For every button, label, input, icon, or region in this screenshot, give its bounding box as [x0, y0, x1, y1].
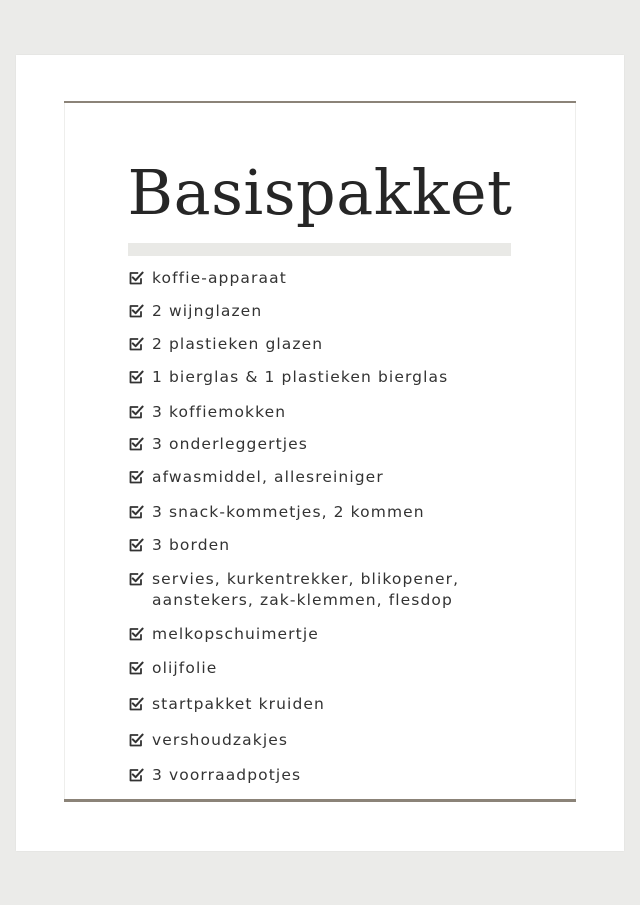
- checked-box-icon: [128, 732, 144, 748]
- checked-box-icon: [128, 767, 144, 783]
- list-item: [128, 467, 384, 488]
- list-item-label: 2 plastieken glazen: [152, 335, 324, 353]
- list-item-label: 3 koffiemokken: [152, 403, 287, 421]
- checked-box-icon: [128, 336, 144, 352]
- list-item: [128, 402, 286, 423]
- list-item-label: melkopschuimertje: [152, 625, 319, 643]
- list-item-label: koffie-apparaat: [152, 269, 287, 287]
- page-title: Basispakket: [127, 156, 513, 229]
- checked-box-icon: [128, 369, 144, 385]
- list-item: [128, 624, 319, 645]
- list-item-label: 1 bierglas & 1 plastieken bierglas: [152, 368, 449, 386]
- list-item-label: 3 onderleggertjes: [152, 435, 308, 453]
- list-item: [128, 301, 262, 322]
- checked-box-icon: [128, 404, 144, 420]
- list-item: [128, 334, 323, 355]
- checked-box-icon: [128, 436, 144, 452]
- list-item: [128, 535, 230, 556]
- checked-box-icon: [128, 537, 144, 553]
- checked-box-icon: [128, 696, 144, 712]
- list-item: [128, 658, 217, 679]
- list-item: [128, 569, 459, 611]
- list-item-label: 3 voorraadpotjes: [152, 766, 302, 784]
- title-underline-bar: [128, 243, 511, 256]
- checked-box-icon: [128, 660, 144, 676]
- list-item-label: afwasmiddel, allesreiniger: [152, 468, 384, 486]
- checked-box-icon: [128, 270, 144, 286]
- list-item: [128, 367, 448, 388]
- list-item: [128, 730, 288, 751]
- list-item-label: 3 snack-kommetjes, 2 kommen: [152, 503, 425, 521]
- list-item: [128, 694, 325, 715]
- list-item: [128, 502, 425, 523]
- list-item-label: startpakket kruiden: [152, 695, 325, 713]
- list-item-label: vershoudzakjes: [152, 731, 289, 749]
- bottom-rule: [64, 799, 576, 802]
- list-item: [128, 765, 301, 786]
- checked-box-icon: [128, 571, 144, 587]
- checked-box-icon: [128, 303, 144, 319]
- list-item-label: olijfolie: [152, 659, 218, 677]
- checked-box-icon: [128, 626, 144, 642]
- checked-box-icon: [128, 469, 144, 485]
- list-item-label: servies, kurkentrekker, blikopener, aanstekers, zak-klemmen, flesdop: [152, 570, 460, 609]
- list-item: [128, 268, 287, 289]
- list-item-label: 3 borden: [152, 536, 231, 554]
- list-item: [128, 434, 308, 455]
- top-rule: [64, 101, 576, 103]
- checked-box-icon: [128, 504, 144, 520]
- list-item-label: 2 wijnglazen: [152, 302, 263, 320]
